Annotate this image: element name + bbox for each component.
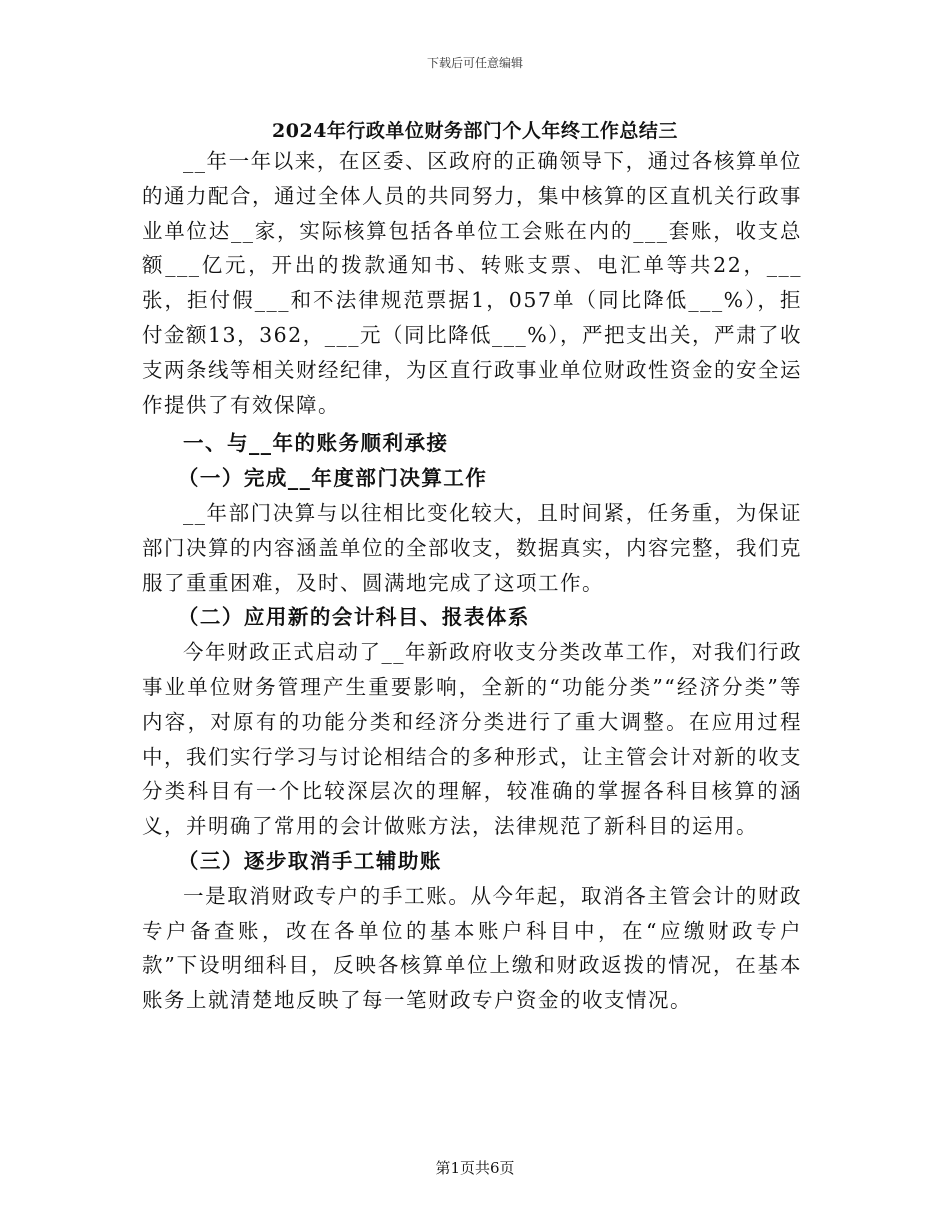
body-paragraph: 今年财政正式启动了__年新政府收支分类改革工作，对我们行政事业单位财务管理产生重要影响，全新的“功能分类”“经济分类”等内容，对原有的功能分类和经济分类进行了重大调整。在应用过程中，我们实行学习与讨论相结合的多种形式，让主管会计对新的收支分类科目有一个比较深层次的理解，较准确的掌握各科目核算的涵义，并明确了常用的会计做账方法，法律规范了新科目的运用。 — [142, 640, 802, 839]
subsection-heading: （一）完成__年度部门决算工作 — [177, 466, 488, 491]
body-paragraph: __年一年以来，在区委、区政府的正确领导下，通过各核算单位的通力配合，通过全体人员的共同努力，集中核算的区直机关行政事业单位达__家，实际核算包括各单位工会账在内的___套账，收支总额___亿元，开出的拨款通知书、转账支票、电汇单等共22，___张，拒付假___和不法律规范票据1，057单（同比降低___%），拒付金额13，362，___元（同比降低___%），严把支出关，严肃了收支两条线等相关财经纪律，为区直行政事业单位财政性资金的安全运作提供了有效保障。 — [142, 149, 802, 417]
document-title: 2024年行政单位财务部门个人年终工作总结三 — [272, 120, 678, 142]
subsection-heading: （二）应用新的会计科目、报表体系 — [177, 605, 530, 630]
body-paragraph: 一是取消财政专户的手工账。从今年起，取消各主管会计的财政专户备查账，改在各单位的基本账户科目中，在“应缴财政专户款”下设明细科目，反映各核算单位上缴和财政返拨的情况，在基本账务上就清楚地反映了每一笔财政专户资金的收支情况。 — [142, 883, 802, 1013]
section-heading: 一、与__年的账务顺利承接 — [183, 431, 449, 456]
subsection-heading: （三）逐步取消手工辅助账 — [177, 848, 442, 873]
document-body — [142, 144, 802, 1018]
header-note: 下载后可任意编辑 — [426, 56, 523, 70]
page-number-footer: 第1页共6页 — [435, 1159, 515, 1177]
body-paragraph: __年部门决算与以往相比变化较大，且时间紧，任务重，为保证部门决算的内容涵盖单位的全部收支，数据真实，内容完整，我们克服了重重困难，及时、圆满地完成了这项工作。 — [142, 500, 802, 595]
